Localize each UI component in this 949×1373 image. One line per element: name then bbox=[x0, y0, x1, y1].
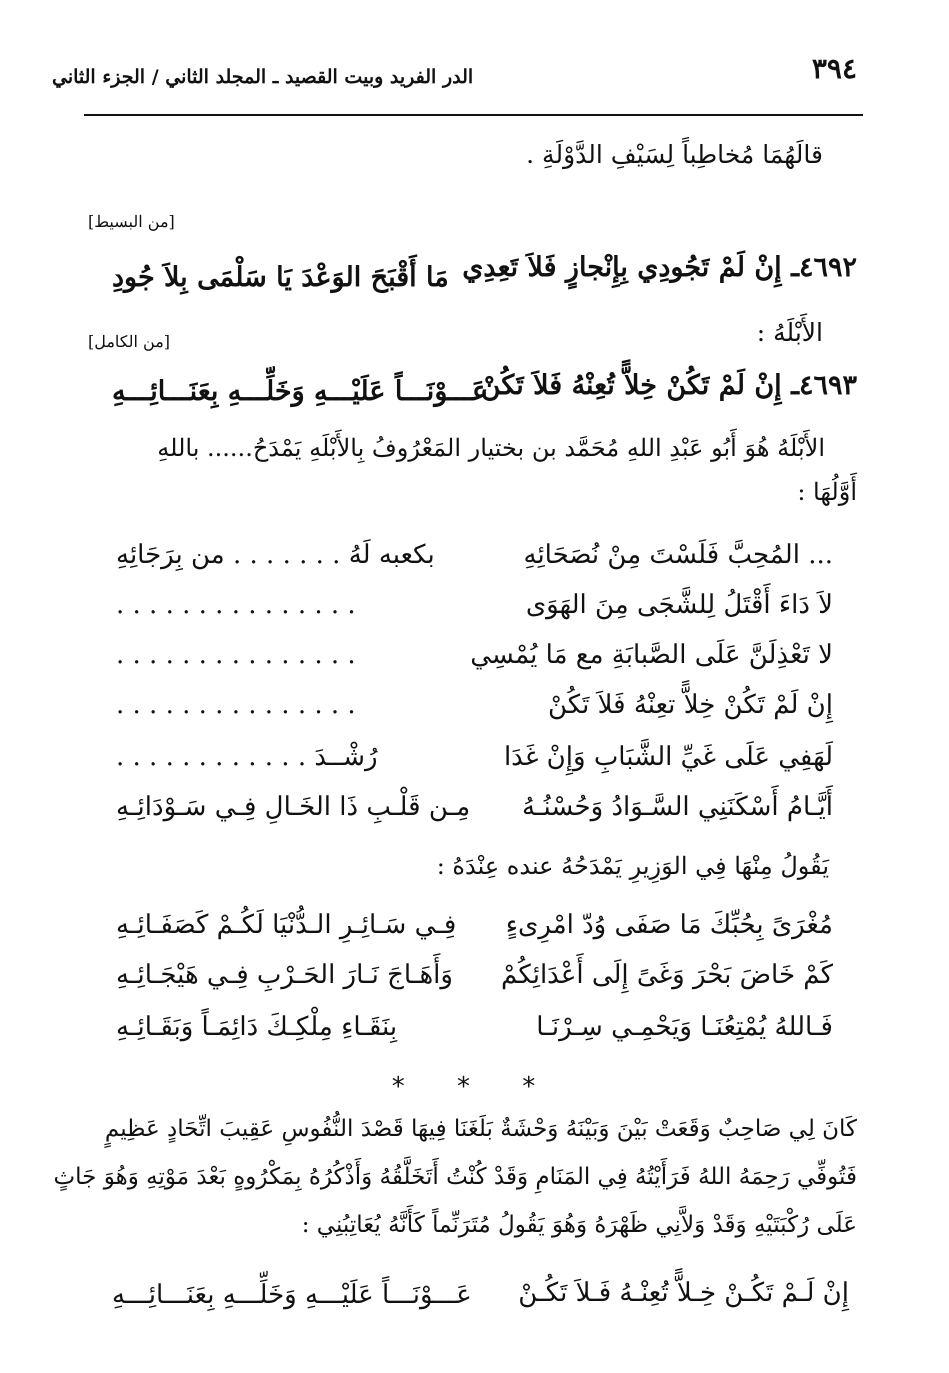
poem-2-row-2-right: كَمْ خَاضَ بَحْرَ وَغَىً إِلَى أَعْدَائِكُمْ bbox=[501, 960, 833, 990]
running-title: الدر الفريد وبيت القصيد ـ المجلد الثاني / الجزء الثاني bbox=[52, 66, 474, 88]
final-verse-second: عَـــوْنَـــاً عَلَيْـــهِ وَخَلِّـــهِ بِعَنَـــائِـــهِ bbox=[112, 1280, 472, 1310]
poem-1-row-5-left: رُشْــدَ . . . . . . . . . . . . bbox=[116, 742, 378, 772]
poem-1-row-4-left: . . . . . . . . . . . . . . . bbox=[116, 690, 356, 720]
poem-1-row-1-left: بكعبه لَهُ . . . . . . . من بِرَجَائِهِ bbox=[116, 540, 435, 570]
poem-1-row-2-left: . . . . . . . . . . . . . . . bbox=[116, 590, 356, 620]
poem-2-row-2-left: وَأَهَـاجَ نَـارَ الحَـرْبِ فِـي هَيْجَـائِـهِ bbox=[116, 960, 453, 990]
verse-4692-second: مَا أَقْبَحَ الوَعْدَ يَا سَلْمَى بِلاَ جُودِ bbox=[112, 262, 449, 293]
poem-1-row-3-right: لا تَعْذِلَنَّ عَلَى الصَّبابَةِ مع مَا يُمْسِي bbox=[470, 640, 833, 670]
meter-label-kamil: [من الكامل] bbox=[88, 332, 171, 351]
poem-2-row-1-left: فِـي سَـائِـرِ الـدُّنْيَا لَكُـمْ كَصَفَـائِـهِ bbox=[116, 910, 457, 940]
poem-1-row-4-right: إِنْ لَمْ تَكُنْ خِلاًّ تعِنْهُ فَلاَ تَكُنْ bbox=[548, 690, 833, 720]
header-rule bbox=[84, 114, 863, 116]
verse-hemistich: إِنْ لَمْ تَجُودِي بِإِنْجازٍ فَلاَ تَعِدِي bbox=[462, 252, 782, 283]
poem-2-row-3-left: بِنَقَـاءِ مِلْكِـكَ دَائِمَـاً وَبَقَـائِـهِ bbox=[116, 1012, 398, 1042]
paragraph-1-line-1: الأَبْلَهُ هُوَ أَبُو عَبْدِ اللهِ مُحَمَّد بن بختيار المَعْرُوفُ بِالأَبْلَهِ يَمْدَحُ...... باللهِ bbox=[157, 434, 825, 462]
verse-4693-first bbox=[481, 370, 857, 401]
poem-1-row-6-left: مِـن قَلْـبِ ذَا الخَـالِ فِـي سَـوْدَائِـهِ bbox=[116, 792, 471, 822]
verse-hemistich: إِنْ لَمْ تَكُنْ خِلاًّ تُعِنْهُ فَلاَ تَكُنْ bbox=[480, 370, 782, 401]
verse-number: ٤٦٩٢ـ bbox=[791, 252, 857, 283]
paragraph-1-line-2: أَوَّلُهَا : bbox=[797, 478, 857, 506]
intro-line: قالَهُمَا مُخاطِباً لِسَيْفِ الدَّوْلَةِ . bbox=[526, 140, 823, 169]
attribution: الأَبْلَهُ : bbox=[756, 318, 823, 347]
paragraph-2-line-2: فَتُوفِّي رَحِمَهُ اللهُ فَرَأَيْتُهُ فِي المَنَامِ وَقَدْ كُنْتُ أَتَخَلَّقُهُ وَأَذْكُرُهُ بِمَكْرُوهٍ بَعْدَ مَوْتِهِ وَهُوَ جَاثٍ bbox=[53, 1164, 857, 1190]
poem-1-row-3-left: . . . . . . . . . . . . . . . bbox=[116, 640, 356, 670]
meter-label-basit: [من البسيط] bbox=[88, 212, 175, 231]
page-number: ٣٩٤ bbox=[811, 52, 857, 85]
poem-1-row-1-right: ... المُحِبَّ فَلَسْتَ مِنْ نُصَحَائِهِ bbox=[523, 540, 833, 570]
poem-1-row-2-right: لاَ دَاءَ أَقْتَلُ لِلشَّجَى مِنَ الهَوَى bbox=[525, 590, 833, 620]
paragraph-2-line-3: عَلَى رُكْبَتَيْهِ وَقَدْ وَلاَّنِي ظَهْرَهُ وَهُوَ يَقُولُ مُتَرَنِّماً كَأَنَّهُ يُعَاتِبُنِي : bbox=[301, 1212, 857, 1238]
verse-number: ٤٦٩٣ـ bbox=[791, 370, 857, 401]
final-verse-first: إِنْ لَـمْ تَكُـنْ خِـلاًّ تُعِنْـهُ فَـلاَ تَكُـنْ bbox=[518, 1278, 849, 1308]
poem-1-row-5-right: لَهَفِي عَلَى غَيِّ الشَّبَابِ وَإِنْ غَدَا bbox=[503, 742, 833, 772]
intro-2: يَقُولُ مِنْهَا فِي الوَزِيرِ يَمْدَحُهُ عنده عِنْدَهُ : bbox=[436, 852, 829, 880]
paragraph-2-line-1: كَانَ لِي صَاحِبٌ وَقَعَتْ بَيْنَ وَبَيْنَهُ وَحْشَةٌ بَلَغَنَا فِيهَا قَصْدَ النُّفُوسِ عَقِيبَ اتِّحَادٍ عَظِيمٍ bbox=[104, 1116, 857, 1142]
poem-2-row-3-right: فَـاللهُ يُمْتِعُنَـا وَيَحْمِـي سِـرْنَـا bbox=[536, 1012, 833, 1042]
poem-2-row-1-right: مُغْرَىً بِحُبِّكَ مَا صَفَى وُدّ امْرِىءٍ bbox=[505, 910, 833, 940]
poem-1-row-6-right: أَيَّـامُ أَسْكَنَنِي السَّـوَادُ وَحُسْنُـهُ bbox=[521, 792, 833, 822]
verse-4692-first bbox=[462, 252, 857, 283]
verse-4693-second: عَـــوْنَـــاً عَلَيْـــهِ وَخَلِّـــهِ بِعَنَـــائِـــهِ bbox=[112, 376, 489, 407]
section-separator: * * * bbox=[391, 1072, 558, 1102]
